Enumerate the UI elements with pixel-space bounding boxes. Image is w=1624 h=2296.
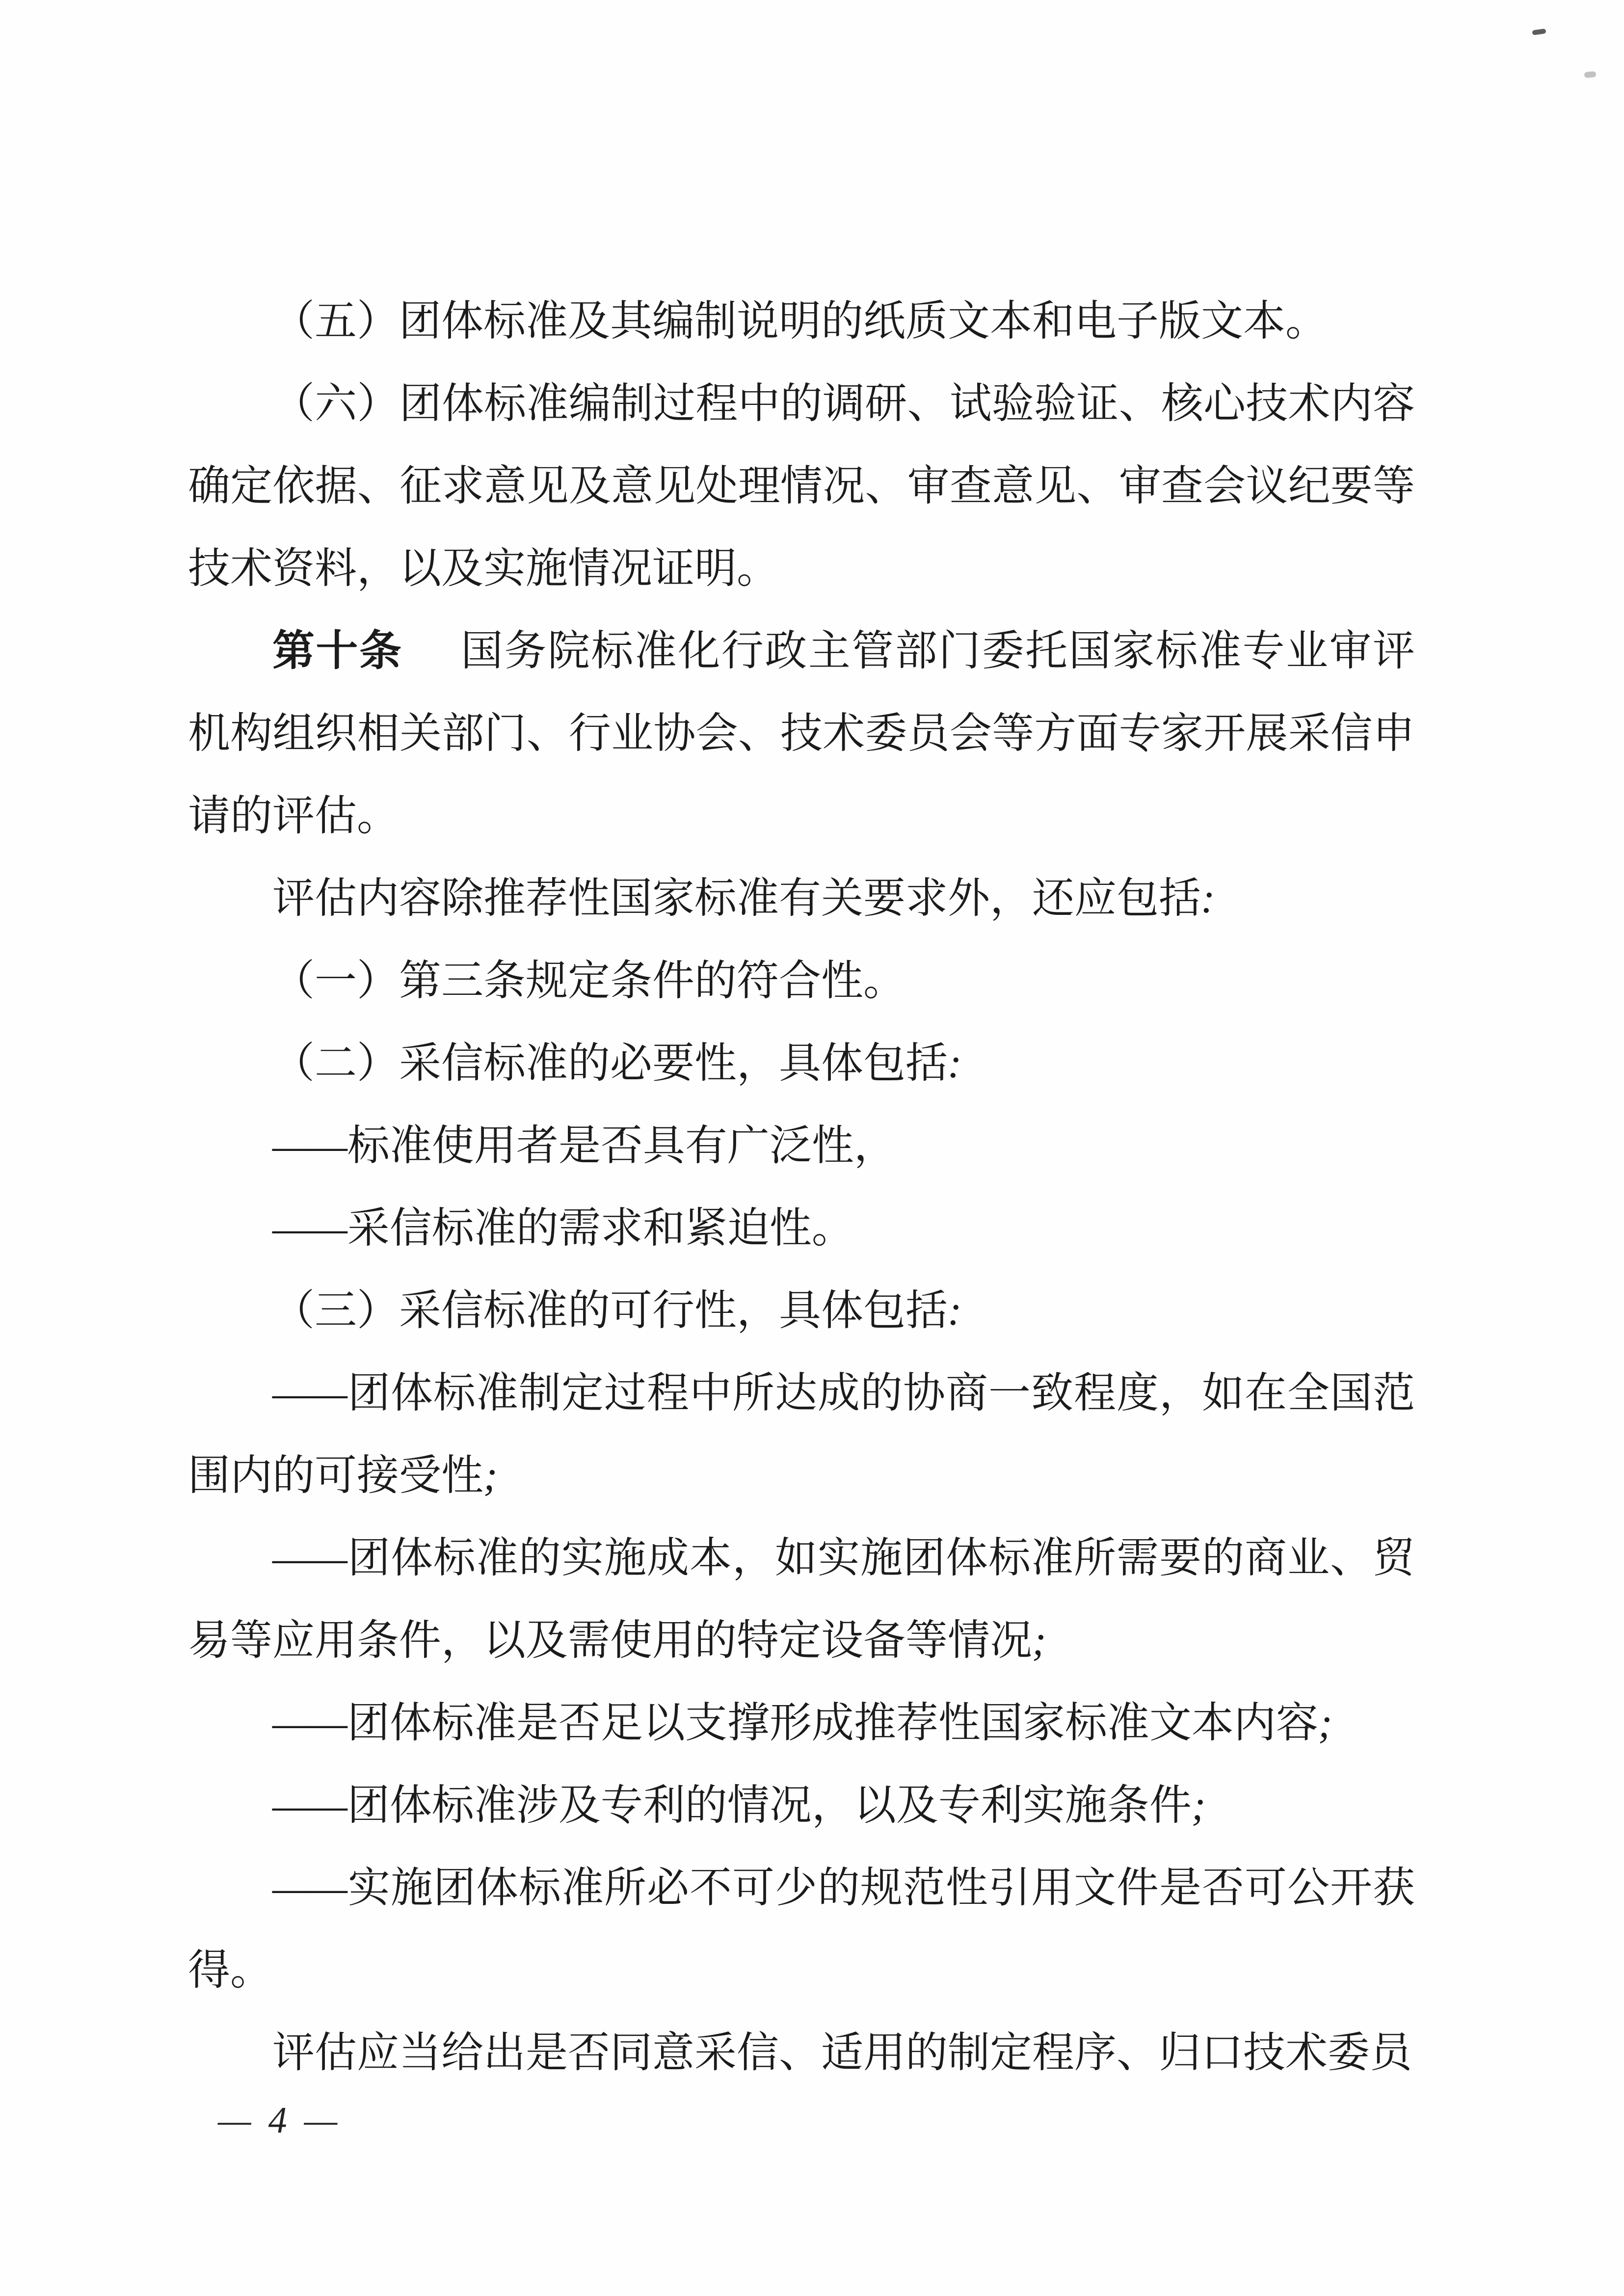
paragraph-text: ——采信标准的需求和紧迫性。: [272, 1204, 854, 1252]
dash-item-implementation-cost: [188, 1517, 1415, 1682]
paragraph-text: （一）第三条规定条件的符合性。: [272, 957, 905, 1004]
condition-2-item: [188, 1022, 1415, 1104]
dash-item-user-breadth: [188, 1104, 1415, 1187]
paragraph-text: （三）采信标准的可行性，具体包括:: [272, 1287, 962, 1334]
paragraph-text: （五）团体标准及其编制说明的纸质文本和电子版文本。: [272, 297, 1328, 345]
article-10-paragraph: [188, 610, 1415, 857]
condition-3-item: [188, 1269, 1415, 1352]
paragraph-text: （二）采信标准的必要性，具体包括:: [272, 1040, 962, 1087]
paragraph-text: ——团体标准涉及专利的情况，以及专利实施条件;: [272, 1782, 1206, 1829]
paragraph-text: 评估应当给出是否同意采信、适用的制定程序、归口技术委员: [272, 2029, 1412, 2076]
dash-item-patent: [188, 1764, 1415, 1846]
dash-item-demand-urgency: [188, 1187, 1415, 1269]
scan-artifact-mark: [1532, 28, 1546, 35]
document-text-block: [188, 280, 1415, 2094]
paragraph-text: 评估内容除推荐性国家标准有关要求外，还应包括:: [272, 875, 1215, 922]
evaluation-conclusion-paragraph: [188, 2011, 1415, 2094]
paragraph-text: 国务院标准化行政主管部门委托国家标准专业审评机构组织相关部门、行业协会、技术委员会等方面专家开展采信申请的评估。: [188, 627, 1415, 839]
paragraph-text: （六）团体标准编制过程中的调研、试验验证、核心技术内容确定依据、征求意见及意见处理情况、审查意见、审查会议纪要等技术资料，以及实施情况证明。: [188, 380, 1415, 592]
dash-item-normative-references: [188, 1846, 1415, 2011]
item-6-clause: [188, 362, 1415, 610]
scan-artifact-mark: [1584, 71, 1597, 78]
paragraph-text: ——团体标准制定过程中所达成的协商一致程度，如在全国范围内的可接受性;: [188, 1369, 1415, 1499]
condition-1-item: [188, 939, 1415, 1022]
evaluation-scope-paragraph: [188, 857, 1415, 939]
page-number: — 4 —: [218, 2100, 342, 2141]
dash-item-consensus: [188, 1352, 1415, 1517]
paragraph-text: ——实施团体标准所必不可少的规范性引用文件是否可公开获得。: [188, 1864, 1415, 1994]
dash-item-text-support: [188, 1682, 1415, 1764]
item-5-clause: [188, 280, 1415, 362]
paragraph-text: ——团体标准的实施成本，如实施团体标准所需要的商业、贸易等应用条件，以及需使用的特定设备等情况;: [188, 1534, 1415, 1664]
article-number: 第十条: [272, 627, 403, 674]
paragraph-text: ——标准使用者是否具有广泛性，: [272, 1122, 896, 1169]
paragraph-text: ——团体标准是否足以支撑形成推荐性国家标准文本内容;: [272, 1699, 1332, 1746]
